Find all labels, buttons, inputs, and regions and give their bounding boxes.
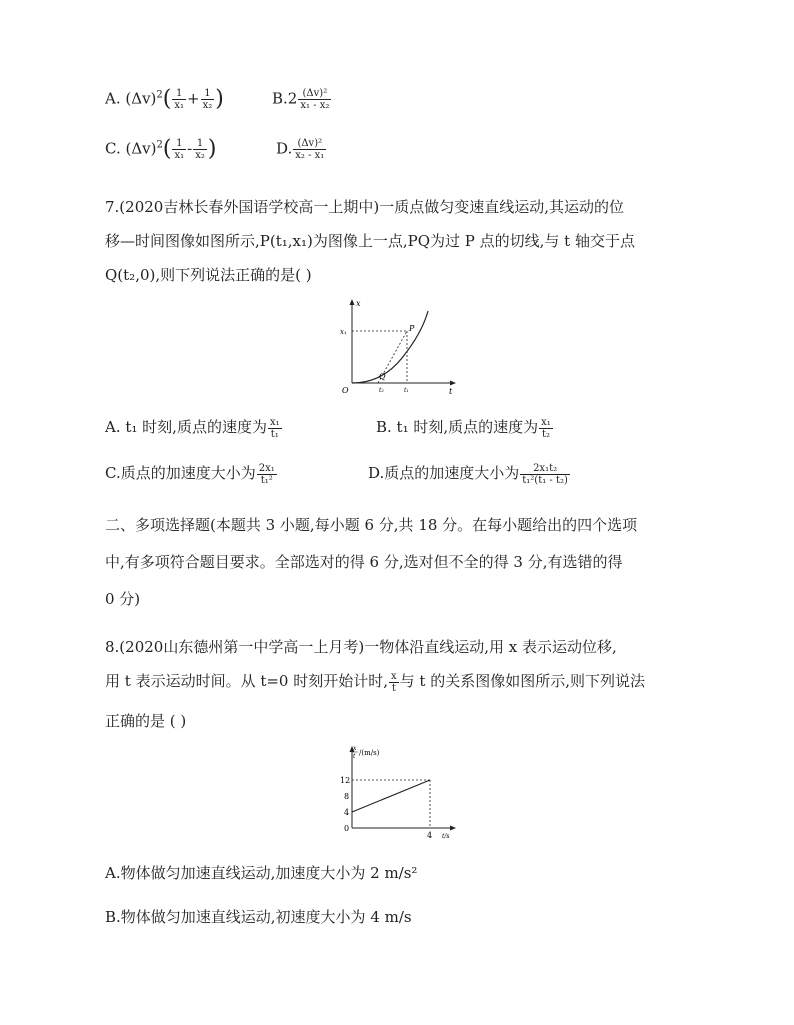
q6-b-label: B. [272, 89, 288, 108]
q6-d-frac: $\frac{\text{(Δv)²}}{\text{x₂ - x₁}}$ [295, 138, 325, 161]
q8-option-a: A.物体做匀加速直线运动,加速度大小为 2 m/s² [105, 864, 418, 882]
q8-stem-line3: 正确的是 ( ) [105, 712, 187, 730]
q7-label-q: Q [379, 372, 386, 381]
q7-figure [330, 295, 460, 397]
q8-ylabel-num: x [353, 745, 357, 752]
q7-label-p: P [409, 324, 415, 333]
q7-stem-line1: 7.(2020吉林长春外国语学校高一上期中)一质点做匀变速直线运动,其运动的位 [105, 198, 624, 216]
q8-ytick-0: 0 [344, 824, 350, 833]
q7-c-frac: $\frac{\text{2x₁}}{\text{t₁²}}$ [258, 462, 275, 486]
q6-b-coef: 2 [287, 89, 298, 108]
q6-option-d [276, 138, 327, 161]
q7-curve [352, 311, 428, 383]
q6-c-head: (Δv) [125, 139, 157, 158]
q8-stem-line2: 用 t 表示运动时间。从 t=0 时刻开始计时, $\frac{x}{t}$ 与 t 的关系图像如图所示,则下列说法 [105, 670, 645, 694]
q7-axis-x-arrow [450, 381, 456, 386]
q7-label-t2: t₂ [379, 387, 384, 394]
section2-line1: 二、多项选择题(本题共 3 小题,每小题 6 分,共 18 分。在每小题给出的四个选项 [105, 516, 638, 534]
q6-a-exp: 2 [156, 89, 163, 101]
q6-b-frac: $\frac{\text{(Δv)²}}{\text{x₁ - x₂}}$ [300, 88, 330, 111]
q6-d-label: D. [276, 139, 293, 158]
section2-line2: 中,有多项符合题目要求。全部选对的得 6 分,选对但不全的得 3 分,有选错的得 [105, 553, 623, 571]
q6-a-frac2: $\frac{1}{\text{x₂}}$ [202, 88, 213, 111]
q6-option-b [272, 88, 332, 111]
q6-option-c: C. $(\Delta v)^2$( $\frac{1}{\text{x₁}}$ - $\frac{1}{\text{x₂}}$ ) [105, 136, 217, 162]
q8-option-b: B.物体做匀加速直线运动,初速度大小为 4 m/s [105, 908, 412, 926]
q8-stem-frac: $\frac{x}{t}$ [391, 670, 397, 694]
q7-option-b: B. t₁ 时刻,质点的速度为 $\frac{\text{x₁}}{\text{t₂}}$ [376, 416, 551, 440]
q6-c-exp: 2 [156, 139, 163, 151]
q7-stem-line3: Q(t₂,0),则下列说法正确的是( ) [105, 266, 312, 284]
q7-a-frac: $\frac{\text{x₁}}{\text{t₁}}$ [269, 416, 280, 440]
q7-option-a: A. t₁ 时刻,质点的速度为 $\frac{\text{x₁}}{\text{t₁}}$ [105, 416, 280, 440]
q7-label-x1: x₁ [340, 328, 347, 336]
q8-ytick-8: 8 [344, 792, 350, 801]
q7-d-frac: $\frac{\text{2x₁t₂}}{\text{t₁²(t₁ - t₂)}}$ [522, 462, 568, 486]
q8-xlabel: t/s [442, 833, 450, 840]
q6-a-frac1: $\frac{1}{\text{x₁}}$ [174, 88, 185, 111]
q8-ylabel-den: t [353, 753, 356, 760]
q8-ytick-12: 12 [340, 776, 351, 785]
q6-c-frac2: $\frac{1}{\text{x₂}}$ [195, 138, 205, 161]
q7-label-y: x [356, 299, 361, 308]
q8-figure [330, 742, 460, 842]
q7-label-t1: t₁ [404, 387, 409, 394]
q8-ytick-4: 4 [344, 808, 350, 817]
q7-label-origin: O [342, 386, 349, 395]
section2-line3: 0 分) [105, 590, 141, 608]
q6-a-op: + [187, 89, 200, 108]
q8-ylabel-unit: /(m/s) [359, 749, 380, 757]
q6-c-frac1: $\frac{1}{\text{x₁}}$ [174, 138, 185, 161]
q7-b-frac: $\frac{\text{x₁}}{\text{t₂}}$ [541, 416, 551, 440]
q7-option-c: C.质点的加速度大小为 $\frac{\text{2x₁}}{\text{t₁²}}$ [105, 462, 275, 486]
q6-c-op: - [187, 139, 193, 158]
q6-a-label: A. [105, 89, 121, 108]
q7-option-d: D.质点的加速度大小为 $\frac{\text{2x₁t₂}}{\text{t₁²(t₁ - t₂)}}$ [368, 462, 568, 486]
q6-a-head: (Δv) [125, 89, 157, 108]
q8-stem-line1: 8.(2020山东德州第一中学高一上月考)一物体沿直线运动,用 x 表示运动位移, [105, 638, 617, 656]
q8-data-line [352, 780, 430, 812]
q8-xtick-4: 4 [427, 831, 433, 840]
q6-c-label: C. [105, 139, 121, 158]
q7-label-x: t [449, 387, 453, 396]
q6-option-a: A. $(\Delta v)^2$( $\frac{1}{\text{x₁}}$ + $\frac{1}{\text{x₂}}$ ) [105, 86, 224, 112]
q7-stem-line2: 移—时间图像如图所示,P(t₁,x₁)为图像上一点,PQ为过 P 点的切线,与 t 轴交于点 [105, 232, 635, 250]
q7-axis-y-arrow [350, 299, 355, 305]
q8-axis-x-arrow [450, 826, 456, 831]
